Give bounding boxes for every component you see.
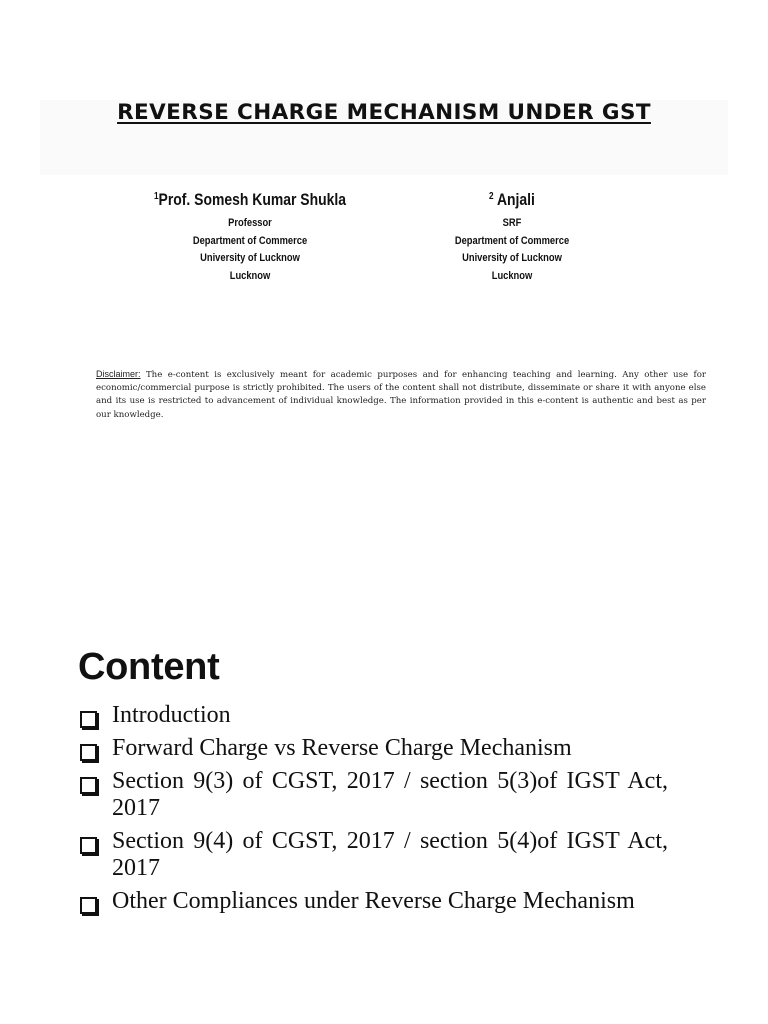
disclaimer bbox=[96, 368, 706, 422]
disclaimer-text: The e-content is exclusively meant for academic purposes and for enhancing teaching and learning. Any other use for economic/commercial purpose is strictly prohibited. The users of the content shall not distribute, disseminate or share it with anyone else and its use is restricted to advancement of individual knowledge. The information provided in this e-content is authentic and best as per our knowledge. bbox=[96, 370, 706, 420]
content-heading: Content bbox=[78, 646, 220, 688]
author-block-1 bbox=[118, 190, 382, 285]
author-university-1: University of Lucknow bbox=[200, 252, 300, 264]
content-list bbox=[78, 702, 668, 921]
author-designation-2: SRF bbox=[502, 217, 522, 229]
list-item bbox=[78, 828, 668, 882]
author-university-2: University of Lucknow bbox=[462, 252, 562, 264]
list-item bbox=[78, 768, 668, 822]
list-item-text: Introduction bbox=[112, 702, 231, 728]
list-item-text: Section 9(3) of CGST, 2017 / section 5(3)of IGST Act, 2017 bbox=[112, 768, 668, 821]
author-department-2: Department of Commerce bbox=[454, 234, 570, 247]
list-item bbox=[78, 702, 668, 729]
disclaimer-label: Disclaimer: bbox=[96, 369, 141, 379]
author-name-1 bbox=[142, 190, 358, 210]
author-superscript-2: 2 bbox=[489, 191, 494, 202]
checkbox-bullet-icon bbox=[80, 777, 97, 794]
author-name-text-1: Prof. Somesh Kumar Shukla bbox=[158, 190, 347, 209]
checkbox-bullet-icon bbox=[80, 837, 97, 854]
author-affiliation-2 bbox=[410, 215, 614, 285]
checkbox-bullet-icon bbox=[80, 744, 97, 761]
list-item bbox=[78, 888, 668, 915]
author-superscript-1: 1 bbox=[153, 191, 159, 202]
document-title: REVERSE CHARGE MECHANISM UNDER GST bbox=[117, 100, 651, 125]
list-item-text: Other Compliances under Reverse Charge Mechanism bbox=[112, 888, 635, 914]
author-designation-1: Professor bbox=[228, 217, 272, 229]
checkbox-bullet-icon bbox=[80, 897, 97, 914]
author-name-text-2: Anjali bbox=[493, 190, 535, 209]
author-city-2: Lucknow bbox=[491, 269, 533, 282]
list-item-text: Forward Charge vs Reverse Charge Mechanism bbox=[112, 735, 572, 761]
author-city-1: Lucknow bbox=[229, 269, 271, 282]
author-name-2 bbox=[414, 190, 611, 210]
author-affiliation-1 bbox=[138, 215, 362, 285]
list-item-text: Section 9(4) of CGST, 2017 / section 5(4)of IGST Act, 2017 bbox=[112, 828, 668, 881]
author-block-2 bbox=[392, 190, 632, 285]
checkbox-bullet-icon bbox=[80, 711, 97, 728]
author-department-1: Department of Commerce bbox=[192, 234, 308, 247]
list-item bbox=[78, 735, 668, 762]
